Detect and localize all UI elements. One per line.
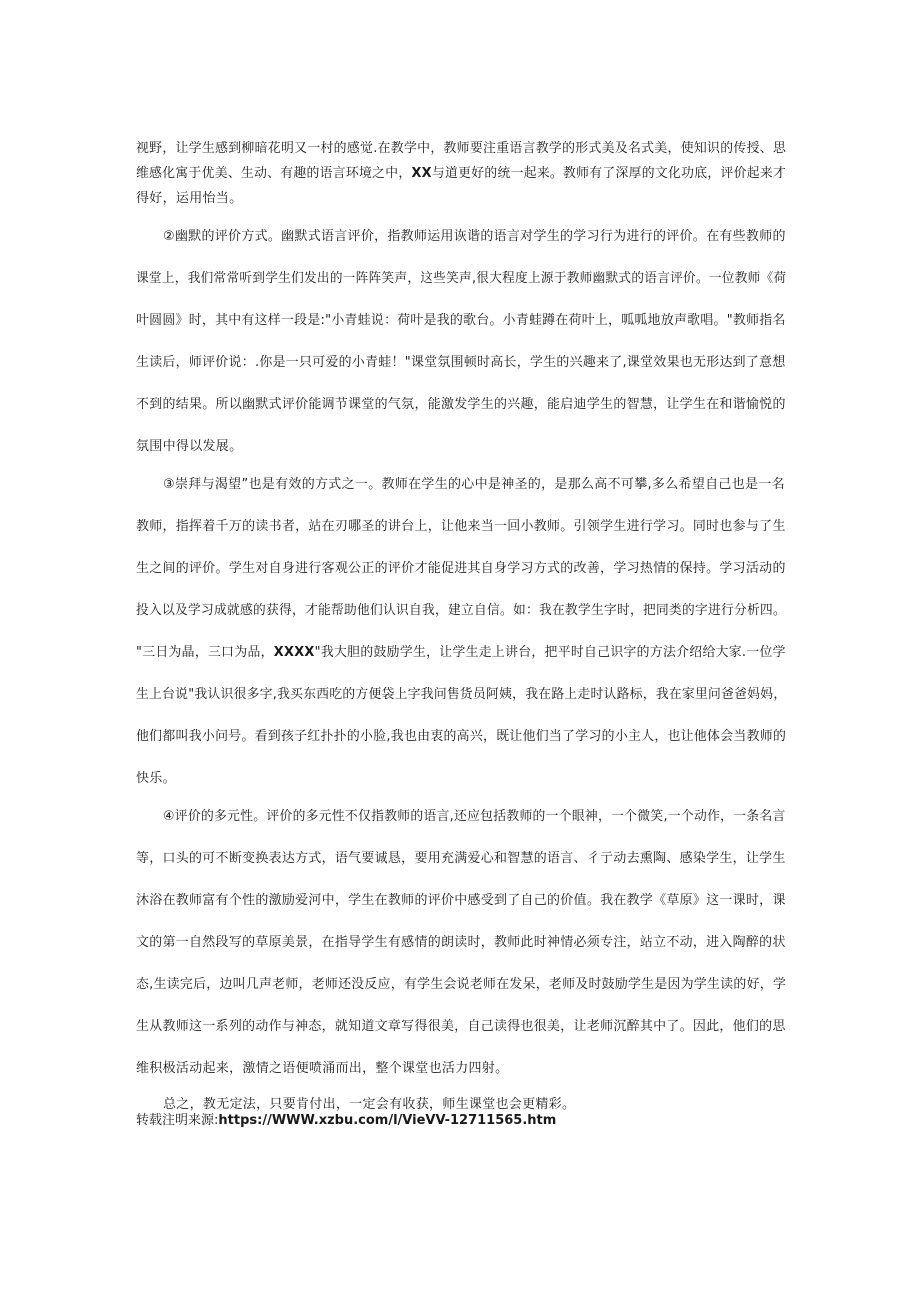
source-note <box>136 1109 556 1128</box>
text-line <box>163 805 786 824</box>
text-line <box>136 599 786 618</box>
text-segment: 课堂上，我们常常听到学生们发出的一阵阵笑声，这些笑声,很大程度上源于教师幽默式的语言评价。一位教师《荷 <box>136 271 787 286</box>
text-line <box>163 225 786 244</box>
text-line <box>136 309 786 328</box>
text-segment: 得好，运用怡当。 <box>136 191 243 206</box>
text-line <box>136 683 786 702</box>
text-segment: 教师，指挥着千万的读书者，站在刃哪圣的讲台上，让他来当一回小教师。引领学生进行学习。同时也参与了生 <box>136 519 786 534</box>
text-line <box>136 351 786 370</box>
bold-placeholder: XXXX <box>273 645 315 660</box>
text-segment: "三日为晶，三口为品， <box>136 645 274 660</box>
text-line <box>136 641 786 660</box>
bold-placeholder: XX <box>411 166 432 181</box>
source-url[interactable]: https://WWW.xzbu.com/l/VieVV-12711565.htm <box>218 1113 557 1128</box>
text-segment: 投入以及学习成就感的获得，才能帮助他们认识自我，建立自信。如：我在教学生字时，把同类的字进行分析四。 <box>136 603 787 618</box>
text-segment: 叶圆圆》时，其中有这样一段是:"小青蛙说：荷叶是我的歌台。小青蛙蹲在荷叶上，呱呱地放声歌唱。"教师指名 <box>136 313 786 328</box>
text-segment: 维积极活动起来，激情之语便喷涌而出，整个课堂也活力四射。 <box>136 1061 509 1076</box>
text-segment: "我大胆的鼓励学生，让学生走上讲台，把平时自己识字的方法介绍给大家.一位学 <box>314 645 786 660</box>
text-segment: ②幽默的评价方式。幽默式语言评价，指教师运用诙谐的语言对学生的学习行为进行的评价。在有些教师的 <box>163 229 786 244</box>
text-segment: 维感化寓于优美、生动、有趣的语言环境之中， <box>136 166 412 181</box>
text-segment: 氛围中得以发展。 <box>136 439 243 454</box>
text-line <box>136 1015 786 1034</box>
text-segment: 态,生读完后，边叫几声老师，老师还没反应，有学生会说老师在发呆，老师及时鼓励学生是因为学生读的好，学 <box>136 977 787 992</box>
text-segment: 快乐。 <box>136 771 176 786</box>
text-segment: 生之间的评价。学生对自身进行客观公正的评价才能促进其自身学习方式的改善，学习热情的保持。学习活动的 <box>136 561 786 576</box>
text-line <box>136 393 786 412</box>
text-line <box>136 847 786 866</box>
text-line <box>136 725 786 744</box>
text-line <box>136 557 786 576</box>
text-segment: 生从教师这一系列的动作与神态，就知道文章写得很美，自己读得也很美，让老师沉醉其中了。因此，他们的思 <box>136 1019 786 1034</box>
text-segment: 文的第一自然段写的草原美景，在指导学生有感情的朗读时，教师此时神情必须专注，站立不动，进入陶醉的状 <box>136 935 786 950</box>
text-segment: ③崇拜与渴望”也是有效的方式之一。教师在学生的心中是神圣的，是那么高不可攀,多么希望自己也是一名 <box>163 477 785 492</box>
text-line <box>136 931 786 950</box>
text-segment: ④评价的多元性。评价的多元性不仅指教师的语言,还应包括教师的一个眼神，一个微笑,一个动作，一条名言 <box>163 809 786 824</box>
text-segment: 等，口头的可不断变换表达方式，语气要诚恳，要用充满爱心和智慧的语言、彳亍动去熏陶、感染学生，让学生 <box>136 851 786 866</box>
text-line <box>136 515 786 534</box>
text-segment: 沐浴在教师富有个性的激励爱河中，学生在教师的评价中感受到了自己的价值。我在教学《草原》这一课时，课 <box>136 893 786 908</box>
text-line <box>163 473 785 492</box>
text-segment: 不到的结果。所以幽默式评价能调节课堂的气氛，能激发学生的兴趣，能启迪学生的智慧，让学生在和谐愉悦的 <box>136 397 786 412</box>
text-line <box>136 1057 508 1076</box>
text-segment: 生上台说"我认识很多字,我买东西吃的方便袋上字我问售货员阿姨，我在路上走时认路标，我在家里问爸爸妈妈， <box>136 687 787 702</box>
text-line <box>136 187 242 206</box>
text-segment: 与道更好的统一起来。教师有了深厚的文化功底，评价起来才 <box>431 166 787 181</box>
text-segment: 他们都叫我小问号。看到孩子红扑扑的小脸,我也由衷的高兴，既让他们当了学习的小主人，也让他体会当教师的 <box>136 729 787 744</box>
text-line <box>136 137 786 156</box>
text-segment: 总之，教无定法，只要肯付出，一定会有收获，师生课堂也会更精彩。 <box>163 1097 576 1112</box>
text-segment: 视野，让学生感到柳暗花明又一村的感觉.在教学中，教师要注重语言教学的形式美及名式美，使知识的传授、思 <box>136 141 787 156</box>
source-label: 转载注明来源: <box>136 1113 219 1128</box>
text-segment: 生读后，师评价说：.你是一只可爱的小青蛙！"课堂氛围顿时高长，学生的兴趣来了,课堂效果也无形达到了意想 <box>136 355 786 370</box>
text-line <box>136 973 786 992</box>
text-line <box>136 767 176 786</box>
text-line <box>136 162 786 181</box>
text-line <box>136 435 242 454</box>
text-line <box>136 267 786 286</box>
text-line <box>136 889 786 908</box>
